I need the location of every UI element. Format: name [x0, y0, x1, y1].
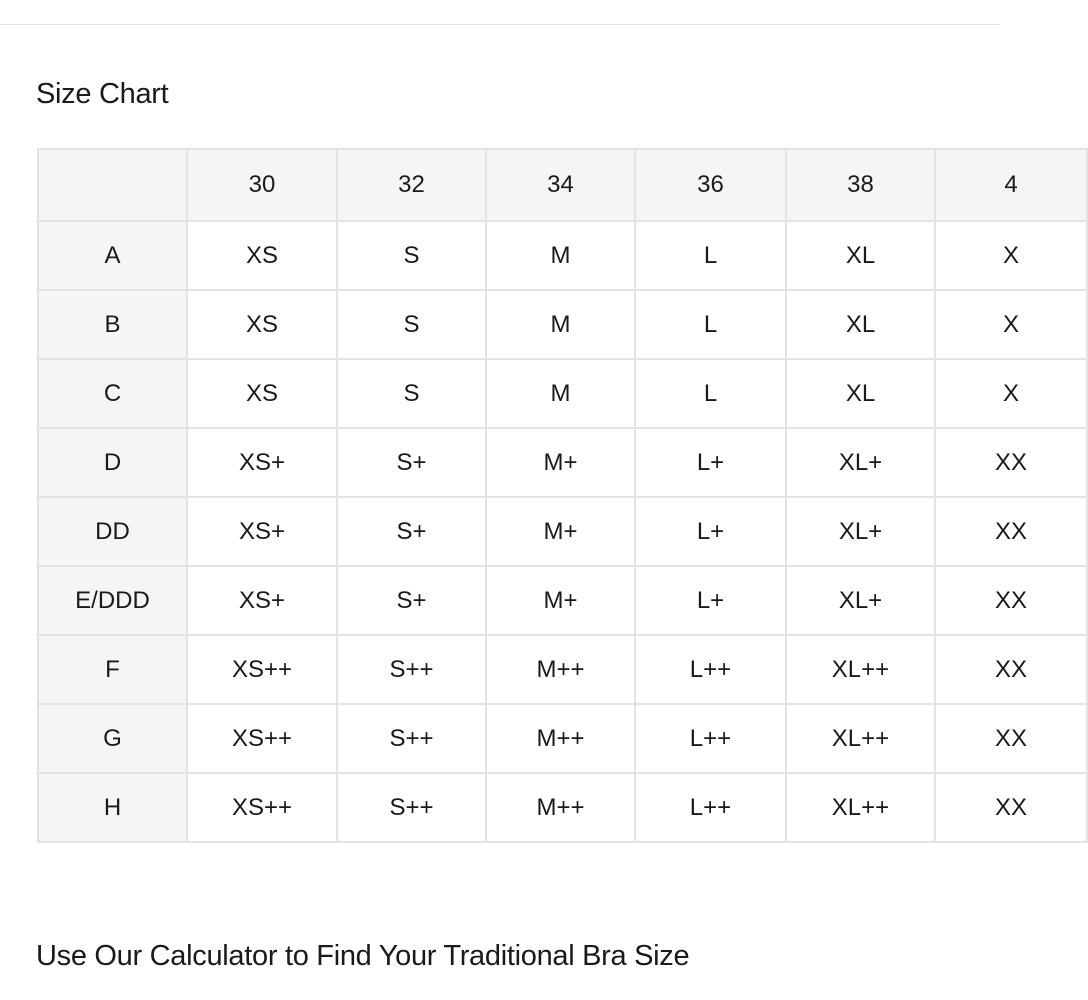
- size-cell: L: [635, 290, 786, 359]
- size-cell: XS: [187, 221, 337, 290]
- size-cell: L: [635, 221, 786, 290]
- size-cell: L++: [635, 635, 786, 704]
- size-cell: X: [935, 221, 1087, 290]
- size-cell: XS+: [187, 566, 337, 635]
- table-row: [38, 359, 1087, 428]
- size-cell: L++: [635, 773, 786, 842]
- size-cell: XS+: [187, 428, 337, 497]
- size-cell: XS: [187, 290, 337, 359]
- cup-size-label: G: [38, 704, 187, 773]
- size-cell: S: [337, 221, 486, 290]
- corner-header-cell: [38, 149, 187, 221]
- band-size-header: 38: [786, 149, 935, 221]
- size-cell: L: [635, 359, 786, 428]
- size-cell: L+: [635, 566, 786, 635]
- size-cell: L++: [635, 704, 786, 773]
- cup-size-label: B: [38, 290, 187, 359]
- size-cell: XS++: [187, 704, 337, 773]
- size-cell: XX: [935, 428, 1087, 497]
- band-size-header: 30: [187, 149, 337, 221]
- size-cell: M+: [486, 428, 635, 497]
- size-cell: XL: [786, 359, 935, 428]
- size-cell: XS+: [187, 497, 337, 566]
- size-cell: S: [337, 359, 486, 428]
- size-cell: XL++: [786, 704, 935, 773]
- size-cell: S++: [337, 773, 486, 842]
- cup-size-label: A: [38, 221, 187, 290]
- size-cell: S+: [337, 497, 486, 566]
- size-cell: XS++: [187, 773, 337, 842]
- cup-size-label: H: [38, 773, 187, 842]
- table-row: [38, 704, 1087, 773]
- size-cell: XX: [935, 704, 1087, 773]
- size-chart-table: [37, 148, 1088, 843]
- cup-size-label: F: [38, 635, 187, 704]
- band-size-header: 34: [486, 149, 635, 221]
- cup-size-label: DD: [38, 497, 187, 566]
- cup-size-label: E/DDD: [38, 566, 187, 635]
- table-row: [38, 773, 1087, 842]
- size-cell: S+: [337, 428, 486, 497]
- size-cell: XS++: [187, 635, 337, 704]
- band-size-header-row: [38, 149, 1087, 221]
- size-chart-table-container: [37, 148, 1027, 843]
- size-cell: XX: [935, 635, 1087, 704]
- band-size-header: 32: [337, 149, 486, 221]
- size-chart-title: Size Chart: [36, 78, 169, 110]
- size-cell: XL+: [786, 566, 935, 635]
- table-row: [38, 428, 1087, 497]
- size-cell: S: [337, 290, 486, 359]
- size-cell: L+: [635, 497, 786, 566]
- size-cell: X: [935, 290, 1087, 359]
- table-row: [38, 635, 1087, 704]
- size-cell: M: [486, 221, 635, 290]
- size-cell: M+: [486, 566, 635, 635]
- size-cell: M++: [486, 704, 635, 773]
- size-cell: XL: [786, 221, 935, 290]
- cup-size-label: D: [38, 428, 187, 497]
- size-cell: M++: [486, 635, 635, 704]
- size-cell: XX: [935, 566, 1087, 635]
- size-cell: S++: [337, 635, 486, 704]
- calculator-section-title: Use Our Calculator to Find Your Traditional Bra Size: [36, 940, 690, 972]
- top-divider: [0, 24, 1000, 25]
- table-row: [38, 566, 1087, 635]
- size-cell: M: [486, 290, 635, 359]
- size-cell: M++: [486, 773, 635, 842]
- size-cell: XL: [786, 290, 935, 359]
- size-cell: XL++: [786, 773, 935, 842]
- table-row: [38, 497, 1087, 566]
- size-cell: X: [935, 359, 1087, 428]
- size-cell: S++: [337, 704, 486, 773]
- size-cell: M+: [486, 497, 635, 566]
- size-cell: XL+: [786, 497, 935, 566]
- size-cell: XS: [187, 359, 337, 428]
- size-cell: XL+: [786, 428, 935, 497]
- cup-size-label: C: [38, 359, 187, 428]
- size-cell: M: [486, 359, 635, 428]
- size-cell: L+: [635, 428, 786, 497]
- size-cell: XX: [935, 773, 1087, 842]
- band-size-header: 4: [935, 149, 1087, 221]
- size-cell: S+: [337, 566, 486, 635]
- size-cell: XX: [935, 497, 1087, 566]
- table-row: [38, 221, 1087, 290]
- table-row: [38, 290, 1087, 359]
- band-size-header: 36: [635, 149, 786, 221]
- size-cell: XL++: [786, 635, 935, 704]
